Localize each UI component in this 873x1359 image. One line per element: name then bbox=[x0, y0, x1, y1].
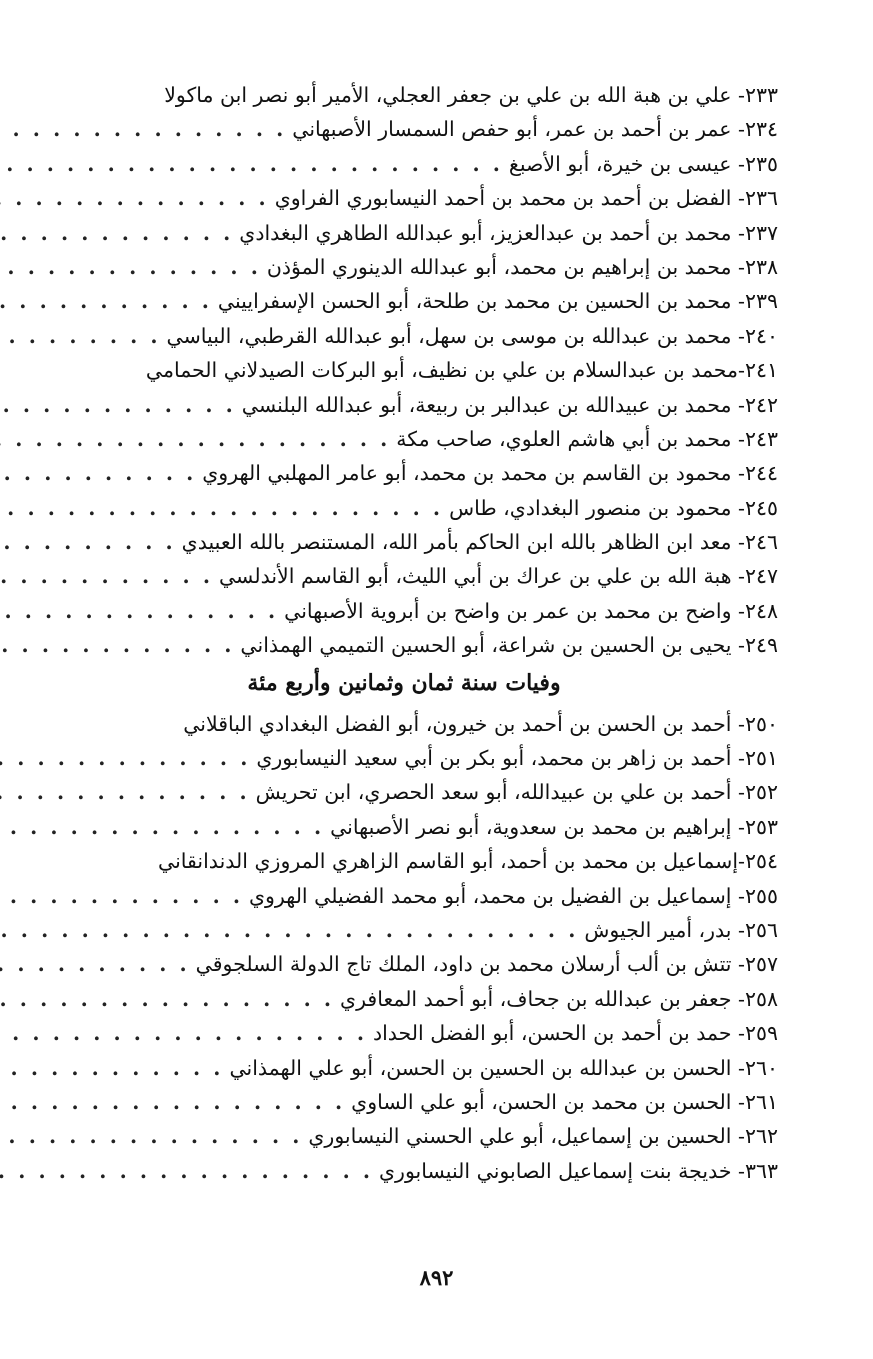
dot-leader bbox=[0, 1085, 345, 1119]
index-entry bbox=[30, 947, 778, 981]
entry-title: ٢٤٥- محمود بن منصور البغدادي، طاس bbox=[449, 495, 778, 520]
index-entry bbox=[30, 707, 778, 741]
index-entry bbox=[30, 1051, 778, 1085]
dot-leader bbox=[0, 947, 190, 981]
index-entry bbox=[30, 284, 778, 318]
entry-title: ٢٤٦- معد ابن الظاهر بالله ابن الحاكم بأمر الله، المستنصر بالله العبيدي bbox=[181, 530, 778, 555]
entry-title: ٢٤٢- محمد بن عبيدالله بن عبدالبر بن ربيعة، أبو عبدالله البلنسي bbox=[241, 392, 778, 417]
dot-leader bbox=[0, 388, 236, 422]
dot-leader bbox=[0, 982, 334, 1016]
index-entry bbox=[30, 982, 778, 1016]
dot-leader bbox=[0, 628, 234, 662]
entry-title: ٢٦٢- الحسين بن إسماعيل، أبو علي الحسني النيسابوري bbox=[308, 1124, 778, 1149]
index-page bbox=[30, 78, 778, 1188]
index-entry bbox=[30, 1016, 778, 1050]
index-entry bbox=[30, 594, 778, 628]
entry-title: ٢٦١- الحسن بن محمد بن الحسن، أبو علي الساوي bbox=[351, 1089, 778, 1114]
index-entry bbox=[30, 810, 778, 844]
entry-title: ٢٤٧- هبة الله بن علي بن عراك بن أبي الليث، أبو القاسم الأندلسي bbox=[218, 564, 778, 589]
dot-leader bbox=[0, 594, 278, 628]
index-entry bbox=[30, 913, 778, 947]
dot-leader bbox=[0, 741, 250, 775]
dot-leader bbox=[0, 147, 503, 181]
dot-leader bbox=[0, 250, 261, 284]
entries-list-1 bbox=[30, 78, 778, 663]
entry-title: ٢٤٨- واضح بن محمد بن عمر بن واضح بن أبروية الأصبهاني bbox=[284, 598, 778, 623]
entry-title: ٢٣٧- محمد بن أحمد بن عبدالعزيز، أبو عبدالله الطاهري البغدادي bbox=[239, 220, 778, 245]
entry-title: ٢٥٢- أحمد بن علي بن عبيدالله، أبو سعد الحصري، ابن تحريش bbox=[255, 780, 778, 805]
entries-list-2 bbox=[30, 707, 778, 1188]
entry-title: ٢٥٨- جعفر بن عبدالله بن جحاف، أبو أحمد المعافري bbox=[340, 986, 778, 1011]
dot-leader bbox=[0, 879, 243, 913]
entry-title: ٢٣٤- عمر بن أحمد بن عمر، أبو حفص السمسار الأصبهاني bbox=[292, 117, 778, 142]
dot-leader bbox=[0, 422, 390, 456]
index-entry bbox=[30, 1119, 778, 1153]
index-entry bbox=[30, 388, 778, 422]
index-entry bbox=[30, 456, 778, 490]
index-entry bbox=[30, 491, 778, 525]
dot-leader bbox=[0, 525, 176, 559]
entry-title: ٢٥٤-إسماعيل بن محمد بن أحمد، أبو القاسم الزاهري المروزي الدندانقاني bbox=[158, 849, 778, 874]
entry-title: ٢٥٥- إسماعيل بن الفضيل بن محمد، أبو محمد الفضيلي الهروي bbox=[248, 883, 778, 908]
entry-title: ٢٥٩- حمد بن أحمد بن الحسن، أبو الفضل الحداد bbox=[372, 1021, 778, 1046]
dot-leader bbox=[0, 491, 443, 525]
entry-title: ٢٣٥- عيسى بن خيرة، أبو الأصبغ bbox=[508, 151, 778, 176]
entry-title: ٢٤١-محمد بن عبدالسلام بن علي بن نظيف، أبو البركات الصيدلاني الحمامي bbox=[145, 358, 778, 383]
entry-title: ٢٤٩- يحيى بن الحسين بن شراعة، أبو الحسين التميمي الهمذاني bbox=[240, 633, 778, 658]
dot-leader bbox=[0, 775, 250, 809]
index-entry bbox=[30, 112, 778, 146]
dot-leader bbox=[0, 181, 269, 215]
index-entry bbox=[30, 78, 778, 112]
entry-title: ٣٦٣- خديجة بنت إسماعيل الصابوني النيسابوري bbox=[379, 1158, 778, 1183]
entry-title: ٢٤٣- محمد بن أبي هاشم العلوي، صاحب مكة bbox=[396, 426, 778, 451]
index-entry bbox=[30, 628, 778, 662]
dot-leader bbox=[0, 112, 286, 146]
dot-leader bbox=[0, 456, 196, 490]
section-heading: وفيات سنة ثمان وثمانين وأربع مئة bbox=[247, 669, 561, 696]
entry-title: ٢٥٣- إبراهيم بن محمد بن سعدوية، أبو نصر الأصبهاني bbox=[330, 814, 778, 839]
entry-title: ٢٣٣- علي بن هبة الله بن علي بن جعفر العجلي، الأمير أبو نصر ابن ماكولا bbox=[164, 83, 778, 107]
dot-leader bbox=[0, 913, 578, 947]
entry-title: ٢٤٤- محمود بن القاسم بن محمد بن محمد، أبو عامر المهلبي الهروي bbox=[202, 461, 778, 486]
index-entry bbox=[30, 1154, 778, 1188]
index-entry bbox=[30, 147, 778, 181]
entry-title: ٢٥٦- بدر، أمير الجيوش bbox=[584, 917, 778, 942]
dot-leader bbox=[0, 1016, 367, 1050]
dot-leader bbox=[0, 216, 233, 250]
dot-leader bbox=[0, 319, 161, 353]
entry-title: ٢٥١- أحمد بن زاهر بن محمد، أبو بكر بن أبي سعيد النيسابوري bbox=[256, 746, 778, 771]
dot-leader bbox=[0, 810, 324, 844]
index-entry bbox=[30, 353, 778, 387]
dot-leader bbox=[0, 284, 212, 318]
index-entry bbox=[30, 775, 778, 809]
dot-leader bbox=[0, 1119, 302, 1153]
dot-leader bbox=[0, 1051, 223, 1085]
index-entry bbox=[30, 216, 778, 250]
index-entry bbox=[30, 422, 778, 456]
entry-title: ٢٤٠- محمد بن عبدالله بن موسى بن سهل، أبو عبدالله القرطبي، البياسي bbox=[166, 323, 778, 348]
index-entry bbox=[30, 879, 778, 913]
index-entry bbox=[30, 250, 778, 284]
index-entry bbox=[30, 741, 778, 775]
index-entry bbox=[30, 525, 778, 559]
entry-title: ٢٥٧- تتش بن ألب أرسلان محمد بن داود، الملك تاج الدولة السلجوقي bbox=[195, 952, 778, 977]
dot-leader bbox=[0, 1154, 373, 1188]
entry-title: ٢٣٦- الفضل بن أحمد بن محمد بن أحمد النيسابوري الفراوي bbox=[274, 186, 778, 211]
dot-leader bbox=[0, 559, 213, 593]
index-entry bbox=[30, 559, 778, 593]
index-entry bbox=[30, 844, 778, 878]
page-number: ٨٩٢ bbox=[419, 1265, 454, 1290]
index-entry bbox=[30, 1085, 778, 1119]
entry-title: ٢٣٨- محمد بن إبراهيم بن محمد، أبو عبدالله الدينوري المؤذن bbox=[266, 254, 778, 279]
entry-title: ٢٦٠- الحسن بن عبدالله بن الحسين بن الحسن، أبو علي الهمذاني bbox=[229, 1055, 778, 1080]
entry-title: ٢٥٠- أحمد بن الحسن بن أحمد بن خيرون، أبو الفضل البغدادي الباقلاني bbox=[183, 711, 778, 736]
index-entry bbox=[30, 319, 778, 353]
index-entry bbox=[30, 181, 778, 215]
entry-title: ٢٣٩- محمد بن الحسين بن محمد بن طلحة، أبو الحسن الإسفراييني bbox=[217, 289, 778, 314]
